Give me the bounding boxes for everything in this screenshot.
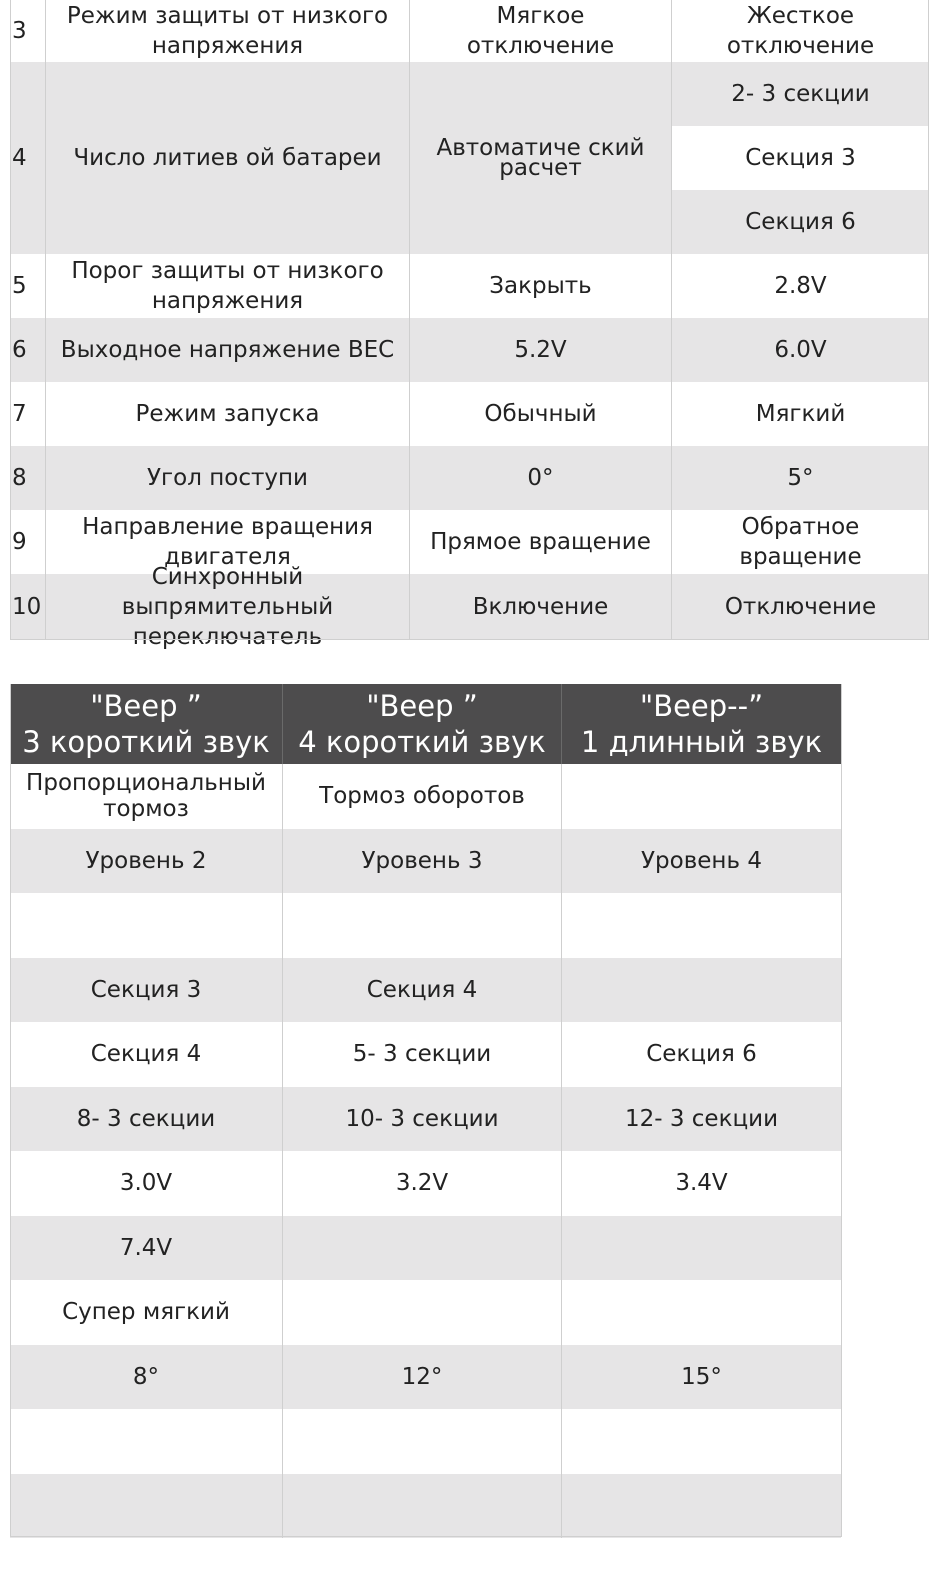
- option-value: Мягкий: [755, 401, 846, 427]
- option-value-line: расчет: [499, 155, 582, 181]
- table-cell: 12- 3 секции: [624, 1105, 779, 1132]
- row-number: 7: [10, 382, 46, 446]
- table-cell: [562, 764, 841, 829]
- beep-label: "Beep ”: [90, 689, 202, 723]
- beep-label: "Beep--”: [639, 689, 764, 723]
- table-row: [10, 564, 929, 650]
- table-row: [10, 893, 841, 958]
- setting-name-line: Порог защиты от низкого: [71, 258, 384, 284]
- setting-name-line: Режим защиты от низкого: [66, 3, 389, 29]
- table-row: [10, 0, 929, 62]
- option-value-line: отключение: [726, 33, 875, 59]
- option-value: [672, 0, 929, 62]
- table-row: [10, 382, 929, 446]
- setting-name: Режим запуска: [46, 382, 410, 446]
- table-cell: Уровень 3: [283, 829, 562, 894]
- setting-name-line: Синхронный выпрямительный: [121, 564, 334, 620]
- table-cell: [562, 1474, 841, 1539]
- table-cell: Уровень 2: [10, 829, 283, 894]
- table-cell: Тормоз оборотов: [283, 764, 562, 829]
- setting-name: [46, 0, 410, 62]
- option-value: Секция 6: [672, 190, 929, 254]
- table-row: [10, 1409, 841, 1474]
- setting-name: Выходное напряжение BEC: [46, 318, 410, 382]
- option-value: Включение: [410, 574, 672, 640]
- beep-description: 3 короткий звук: [22, 725, 270, 759]
- option-value: 5°: [787, 465, 814, 491]
- table-cell: [562, 1216, 841, 1281]
- option-value: Обычный: [410, 382, 672, 446]
- beep-description: 1 длинный звук: [580, 725, 823, 759]
- table-cell: [283, 1280, 562, 1345]
- table-cell: [10, 1474, 283, 1539]
- row-number: 10: [10, 574, 46, 640]
- option-value: [410, 62, 672, 254]
- setting-name: Угол поступи: [46, 446, 410, 510]
- row-number: 3: [10, 0, 46, 62]
- column-header: [562, 684, 841, 764]
- beep-label: "Beep ”: [366, 689, 478, 723]
- row-number: 5: [10, 254, 46, 318]
- option-value: Секция 3: [672, 126, 929, 190]
- settings-table: [10, 0, 929, 650]
- table-cell: 5- 3 секции: [283, 1022, 562, 1087]
- table-row: [10, 1345, 841, 1410]
- row-number: 9: [10, 510, 46, 574]
- table-cell: 10- 3 секции: [283, 1087, 562, 1152]
- table-row: [10, 829, 841, 894]
- option-value: 2- 3 секции: [672, 62, 929, 126]
- option-value-line: Мягкое: [496, 3, 585, 29]
- row-number: 8: [10, 446, 46, 510]
- table-cell: 3.0V: [10, 1151, 283, 1216]
- table-cell: 12°: [283, 1345, 562, 1410]
- table-cell: [283, 893, 562, 958]
- table-row: [10, 1216, 841, 1281]
- option-value: [672, 510, 929, 574]
- table-cell: Секция 4: [283, 958, 562, 1023]
- table-cell: [10, 764, 283, 829]
- setting-name-line: переключатель: [132, 624, 323, 650]
- option-value-line: Автоматиче ский: [436, 135, 645, 161]
- table-row: [10, 254, 929, 318]
- option-value: [410, 0, 672, 62]
- column-header: [10, 684, 283, 764]
- row-number: 4: [10, 62, 46, 254]
- table-cell: Супер мягкий: [10, 1280, 283, 1345]
- setting-name-line: напряжения: [151, 288, 304, 314]
- table-cell: 7.4V: [10, 1216, 283, 1281]
- table-cell: [562, 1280, 841, 1345]
- table-row: [10, 764, 841, 829]
- setting-name: Число литиев ой батареи: [46, 62, 410, 254]
- setting-name: [46, 564, 410, 650]
- table-cell: 8°: [10, 1345, 283, 1410]
- option-value: Прямое вращение: [410, 510, 672, 574]
- table-row: [10, 1087, 841, 1152]
- table-cell: [562, 958, 841, 1023]
- option-value-line: отключение: [466, 33, 615, 59]
- option-value-line: вращение: [739, 544, 862, 570]
- option-value: Закрыть: [410, 254, 672, 318]
- setting-name: [46, 254, 410, 318]
- option-value-line: Обратное: [741, 514, 860, 540]
- table-row: [10, 318, 929, 382]
- table-row: [10, 1151, 841, 1216]
- table-cell: [283, 1409, 562, 1474]
- table-row: [10, 1280, 841, 1345]
- table-cell: [283, 1216, 562, 1281]
- table-cell: 3.4V: [675, 1170, 728, 1197]
- table-cell: 3.2V: [283, 1151, 562, 1216]
- table-row: [10, 62, 929, 254]
- table-cell: Секция 3: [10, 958, 283, 1023]
- table-row: [10, 958, 841, 1023]
- setting-name-line: Направление вращения: [82, 514, 373, 540]
- table-cell: [562, 893, 841, 958]
- table-cell: Секция 6: [646, 1041, 757, 1068]
- table-cell: 15°: [681, 1363, 722, 1390]
- table-cell: 8- 3 секции: [10, 1087, 283, 1152]
- beep-options-table: [10, 684, 841, 1538]
- option-value-line: Жесткое: [746, 3, 855, 29]
- option-value: 2.8V: [774, 273, 827, 299]
- row-number: 6: [10, 318, 46, 382]
- column-header: [283, 684, 562, 764]
- table-row: [10, 1022, 841, 1087]
- table-cell: Секция 4: [10, 1022, 283, 1087]
- option-value: 5.2V: [410, 318, 672, 382]
- table-cell: Уровень 4: [641, 847, 762, 874]
- table-row: [10, 1474, 841, 1539]
- option-value-stack: [672, 62, 929, 254]
- option-value: 6.0V: [774, 337, 827, 363]
- beep-description: 4 короткий звук: [298, 725, 546, 759]
- table-cell: [562, 1409, 841, 1474]
- setting-name-line: напряжения: [151, 33, 304, 59]
- table-row: [10, 446, 929, 510]
- option-value: Отключение: [724, 594, 877, 620]
- table-cell: [10, 893, 283, 958]
- table-cell-line: Пропорциональный: [26, 770, 266, 797]
- option-value: 0°: [410, 446, 672, 510]
- table-cell: [283, 1474, 562, 1539]
- table-cell-line: тормоз: [103, 796, 189, 823]
- table-cell: [10, 1409, 283, 1474]
- table-header: [10, 684, 841, 764]
- setting-name-line: двигателя: [164, 544, 291, 570]
